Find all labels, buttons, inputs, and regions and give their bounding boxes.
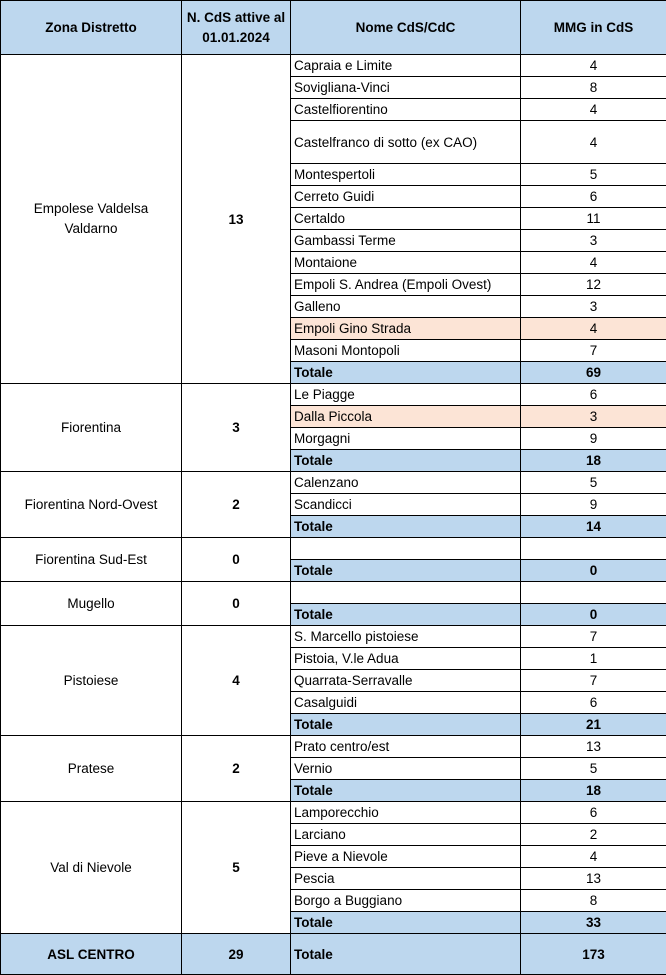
- nome-cell[interactable]: Casalguidi: [291, 692, 521, 714]
- nome-cell[interactable]: Cerreto Guidi: [291, 186, 521, 208]
- cds-count-cell[interactable]: 0: [182, 538, 291, 582]
- table-row: [1, 538, 666, 560]
- nome-cell[interactable]: [291, 538, 521, 560]
- total-label-cell[interactable]: Totale: [291, 714, 521, 736]
- cds-count-cell[interactable]: 0: [182, 582, 291, 626]
- mmg-cell[interactable]: 5: [521, 164, 666, 186]
- grand-total-value-cell[interactable]: 173: [521, 934, 666, 975]
- table-row: [1, 736, 666, 758]
- nome-cell[interactable]: Certaldo: [291, 208, 521, 230]
- mmg-cell[interactable]: 13: [521, 736, 666, 758]
- zona-cell[interactable]: Fiorentina Sud-Est: [1, 538, 182, 582]
- grand-total-zona-cell[interactable]: ASL CENTRO: [1, 934, 182, 975]
- nome-cell[interactable]: Scandicci: [291, 494, 521, 516]
- nome-cell[interactable]: S. Marcello pistoiese: [291, 626, 521, 648]
- mmg-cell[interactable]: [521, 582, 666, 604]
- mmg-cell[interactable]: 6: [521, 384, 666, 406]
- nome-cell[interactable]: Quarrata-Serravalle: [291, 670, 521, 692]
- zona-cell[interactable]: Pratese: [1, 736, 182, 802]
- mmg-cell[interactable]: 7: [521, 340, 666, 362]
- grand-total-label-cell[interactable]: Totale: [291, 934, 521, 975]
- header-count[interactable]: [182, 1, 291, 55]
- grand-total-count-cell[interactable]: 29: [182, 934, 291, 975]
- table-row: [1, 472, 666, 494]
- total-value-cell[interactable]: 18: [521, 450, 666, 472]
- header-count-line2: 01.01.2024: [202, 29, 270, 45]
- nome-cell[interactable]: Pistoia, V.le Adua: [291, 648, 521, 670]
- mmg-cell[interactable]: 4: [521, 99, 666, 121]
- mmg-cell[interactable]: 6: [521, 692, 666, 714]
- nome-cell[interactable]: Galleno: [291, 296, 521, 318]
- header-mmg[interactable]: MMG in CdS: [521, 1, 666, 55]
- mmg-cell[interactable]: 4: [521, 318, 666, 340]
- mmg-cell[interactable]: 12: [521, 274, 666, 296]
- total-label-cell[interactable]: Totale: [291, 780, 521, 802]
- mmg-cell[interactable]: 4: [521, 846, 666, 868]
- grand-total-row: [1, 934, 666, 975]
- table-body: [1, 55, 666, 975]
- cds-count-cell[interactable]: 3: [182, 384, 291, 472]
- total-label-cell[interactable]: Totale: [291, 604, 521, 626]
- nome-cell[interactable]: Montaione: [291, 252, 521, 274]
- mmg-cell[interactable]: 3: [521, 230, 666, 252]
- mmg-cell[interactable]: 4: [521, 55, 666, 77]
- mmg-cell[interactable]: 7: [521, 626, 666, 648]
- zona-cell[interactable]: Fiorentina Nord-Ovest: [1, 472, 182, 538]
- nome-cell[interactable]: Prato centro/est: [291, 736, 521, 758]
- nome-cell[interactable]: Castelfiorentino: [291, 99, 521, 121]
- mmg-cell[interactable]: 9: [521, 494, 666, 516]
- mmg-cell[interactable]: 8: [521, 890, 666, 912]
- nome-cell[interactable]: [291, 582, 521, 604]
- zona-cell[interactable]: Fiorentina: [1, 384, 182, 472]
- zona-cell[interactable]: Val di Nievole: [1, 802, 182, 934]
- mmg-cell[interactable]: 6: [521, 802, 666, 824]
- table-row: [1, 384, 666, 406]
- mmg-cell[interactable]: 6: [521, 186, 666, 208]
- nome-cell[interactable]: Pescia: [291, 868, 521, 890]
- header-nome[interactable]: Nome CdS/CdC: [291, 1, 521, 55]
- nome-cell[interactable]: Sovigliana-Vinci: [291, 77, 521, 99]
- zona-cell[interactable]: Empolese Valdelsa Valdarno: [1, 55, 182, 384]
- nome-cell[interactable]: Borgo a Buggiano: [291, 890, 521, 912]
- mmg-cell[interactable]: 3: [521, 296, 666, 318]
- nome-cell[interactable]: Morgagni: [291, 428, 521, 450]
- mmg-cell[interactable]: 9: [521, 428, 666, 450]
- nome-cell[interactable]: Vernio: [291, 758, 521, 780]
- nome-cell[interactable]: Empoli Gino Strada: [291, 318, 521, 340]
- mmg-cell[interactable]: 7: [521, 670, 666, 692]
- total-value-cell[interactable]: 14: [521, 516, 666, 538]
- mmg-cell[interactable]: 8: [521, 77, 666, 99]
- nome-cell[interactable]: Dalla Piccola: [291, 406, 521, 428]
- header-row: [1, 1, 666, 55]
- table-row: [1, 626, 666, 648]
- nome-cell[interactable]: Capraia e Limite: [291, 55, 521, 77]
- nome-cell[interactable]: Empoli S. Andrea (Empoli Ovest): [291, 274, 521, 296]
- total-label-cell[interactable]: Totale: [291, 450, 521, 472]
- total-value-cell[interactable]: 18: [521, 780, 666, 802]
- mmg-cell[interactable]: [521, 538, 666, 560]
- header-zona[interactable]: Zona Distretto: [1, 1, 182, 55]
- zona-cell[interactable]: Pistoiese: [1, 626, 182, 736]
- mmg-cell[interactable]: 4: [521, 121, 666, 164]
- total-label-cell[interactable]: Totale: [291, 912, 521, 934]
- cds-count-cell[interactable]: 4: [182, 626, 291, 736]
- table-row: [1, 582, 666, 604]
- mmg-cell[interactable]: 13: [521, 868, 666, 890]
- nome-cell[interactable]: Pieve a Nievole: [291, 846, 521, 868]
- nome-cell[interactable]: Castelfranco di sotto (ex CAO): [291, 121, 521, 164]
- mmg-cell[interactable]: 5: [521, 758, 666, 780]
- header-count-line1: N. CdS attive al: [186, 9, 286, 25]
- nome-cell[interactable]: Calenzano: [291, 472, 521, 494]
- cds-count-cell[interactable]: 2: [182, 736, 291, 802]
- nome-cell[interactable]: Larciano: [291, 824, 521, 846]
- nome-cell[interactable]: Lamporecchio: [291, 802, 521, 824]
- mmg-cell[interactable]: 11: [521, 208, 666, 230]
- cds-count-cell[interactable]: 5: [182, 802, 291, 934]
- nome-cell[interactable]: Masoni Montopoli: [291, 340, 521, 362]
- mmg-cell[interactable]: 1: [521, 648, 666, 670]
- total-value-cell[interactable]: 0: [521, 560, 666, 582]
- total-label-cell[interactable]: Totale: [291, 362, 521, 384]
- mmg-cell[interactable]: 5: [521, 472, 666, 494]
- zona-cell[interactable]: Mugello: [1, 582, 182, 626]
- table-row: [1, 802, 666, 824]
- total-value-cell[interactable]: 0: [521, 604, 666, 626]
- nome-cell[interactable]: Montespertoli: [291, 164, 521, 186]
- mmg-cell[interactable]: 4: [521, 252, 666, 274]
- nome-cell[interactable]: Gambassi Terme: [291, 230, 521, 252]
- mmg-cell[interactable]: 3: [521, 406, 666, 428]
- total-value-cell[interactable]: 33: [521, 912, 666, 934]
- mmg-cell[interactable]: 2: [521, 824, 666, 846]
- total-label-cell[interactable]: Totale: [291, 516, 521, 538]
- total-label-cell[interactable]: Totale: [291, 560, 521, 582]
- cds-count-cell[interactable]: 13: [182, 55, 291, 384]
- total-value-cell[interactable]: 69: [521, 362, 666, 384]
- nome-cell[interactable]: Le Piagge: [291, 384, 521, 406]
- table-row: [1, 55, 666, 77]
- total-value-cell[interactable]: 21: [521, 714, 666, 736]
- cds-count-cell[interactable]: 2: [182, 472, 291, 538]
